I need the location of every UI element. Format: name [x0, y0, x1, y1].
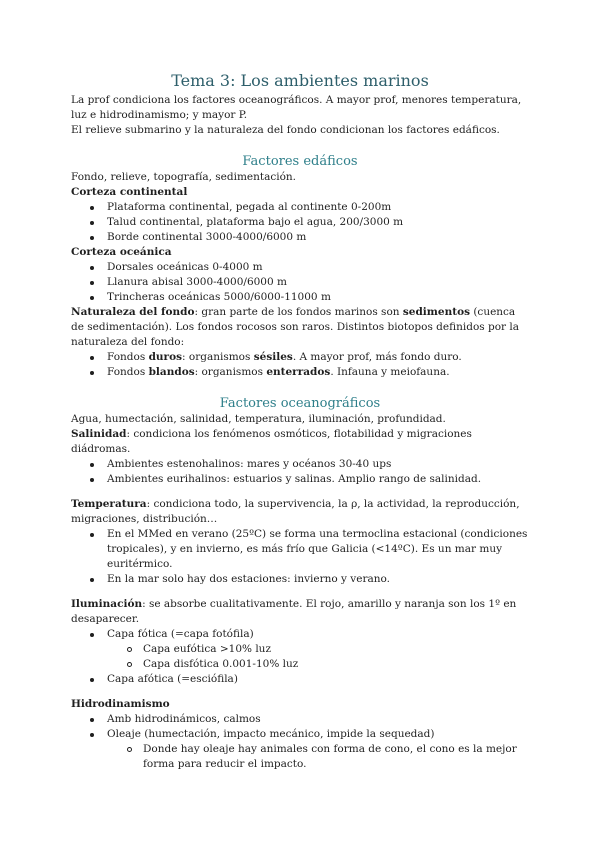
list-item: Oleaje (humectación, impacto mecánico, impide la sequedad): [71, 727, 529, 742]
bullet-icon: [90, 478, 94, 482]
list-item: Llanura abisal 3000-4000/6000 m: [71, 275, 529, 290]
list-item: Borde continental 3000-4000/6000 m: [71, 230, 529, 245]
list-item: En la mar solo hay dos estaciones: invierno y verano.: [71, 572, 529, 587]
list-item: Trincheras oceánicas 5000/6000-11000 m: [71, 290, 529, 305]
hidrodinamismo-label: Hidrodinamismo: [71, 698, 170, 710]
iluminacion-list: [71, 627, 529, 687]
bullet-icon: [90, 221, 94, 225]
intro-paragraph-2: El relieve submarino y la naturaleza del fondo condicionan los factores edáficos.: [71, 124, 500, 136]
sub-list-item: Capa eufótica >10% luz: [71, 642, 529, 657]
list-item: Capa fótica (=capa fotófila): [71, 627, 529, 642]
page-title: Tema 3: Los ambientes marinos: [171, 71, 429, 90]
list-item: Plataforma continental, pegada al continente 0-200m: [71, 200, 529, 215]
section-heading-edaficos: Factores edáficos: [242, 154, 358, 169]
hollow-bullet-icon: [127, 747, 132, 752]
salinidad-paragraph: Salinidad: condiciona los fenómenos osmóticos, flotabilidad y migraciones diádromas.: [71, 428, 472, 455]
intro-paragraph-1: La prof condiciona los factores oceanográficos. A mayor prof, menores temperatura, luz e hidrodinamismo; y mayor P.: [71, 94, 522, 121]
bullet-icon: [90, 578, 94, 582]
bullet-icon: [90, 266, 94, 270]
bullet-icon: [90, 633, 94, 637]
bullet-icon: [90, 463, 94, 467]
iluminacion-paragraph: Iluminación: se absorbe cualitativamente. El rojo, amarillo y naranja son los 1º en desaparecer.: [71, 598, 517, 625]
list-item: Amb hidrodinámicos, calmos: [71, 712, 529, 727]
hollow-bullet-icon: [127, 647, 132, 652]
list-item: Ambientes estenohalinos: mares y océanos 30-40 ups: [71, 457, 529, 472]
temperatura-paragraph: Temperatura: condiciona todo, la supervivencia, la ρ, la actividad, la reproducción, migraciones, distribución…: [71, 498, 520, 525]
list-item: Fondos duros: organismos sésiles. A mayor prof, más fondo duro.: [71, 350, 529, 365]
salinidad-list: [71, 457, 529, 487]
bullet-icon: [90, 206, 94, 210]
bullet-icon: [90, 718, 94, 722]
edaficos-description: Fondo, relieve, topografía, sedimentación.: [71, 171, 297, 183]
sub-list-item: Donde hay oleaje hay animales con forma de cono, el cono es la mejor forma para reducir el impacto.: [71, 742, 529, 772]
section-heading-oceanograficos: Factores oceanográficos: [219, 396, 381, 411]
naturaleza-paragraph: Naturaleza del fondo: gran parte de los fondos marinos son sedimentos (cuenca de sedimentación). Los fondos rocosos son raros. Distintos biotopos definidos por la naturaleza del fondo:: [71, 306, 520, 348]
list-item: Dorsales oceánicas 0-4000 m: [71, 260, 529, 275]
oceanica-label: Corteza oceánica: [71, 246, 172, 258]
list-item: Fondos blandos: organismos enterrados. Infauna y meiofauna.: [71, 365, 529, 380]
list-item: En el MMed en verano (25ºC) se forma una termoclina estacional (condiciones tropicales), y en invierno, es más frío que Galicia (<14ºC). Es un mar muy euritérmico.: [71, 527, 529, 572]
naturaleza-list: [71, 350, 529, 380]
oceanica-list: [71, 260, 529, 305]
list-item: Talud continental, plataforma bajo el agua, 200/3000 m: [71, 215, 529, 230]
bullet-icon: [90, 371, 94, 375]
sub-list-item: Capa disfótica 0.001-10% luz: [71, 657, 529, 672]
bullet-icon: [90, 356, 94, 360]
hollow-bullet-icon: [127, 662, 132, 667]
bullet-icon: [90, 678, 94, 682]
oceanograficos-description: Agua, humectación, salinidad, temperatura, iluminación, profundidad.: [71, 413, 446, 425]
bullet-icon: [90, 236, 94, 240]
temperatura-list: [71, 527, 529, 587]
list-item: Capa afótica (=esciófila): [71, 672, 529, 687]
continental-label: Corteza continental: [71, 186, 188, 198]
document-body: [71, 71, 529, 772]
bullet-icon: [90, 281, 94, 285]
list-item: Ambientes eurihalinos: estuarios y salinas. Amplio rango de salinidad.: [71, 472, 529, 487]
hidrodinamismo-list: [71, 712, 529, 772]
bullet-icon: [90, 296, 94, 300]
bullet-icon: [90, 733, 94, 737]
continental-list: [71, 200, 529, 245]
bullet-icon: [90, 533, 94, 537]
